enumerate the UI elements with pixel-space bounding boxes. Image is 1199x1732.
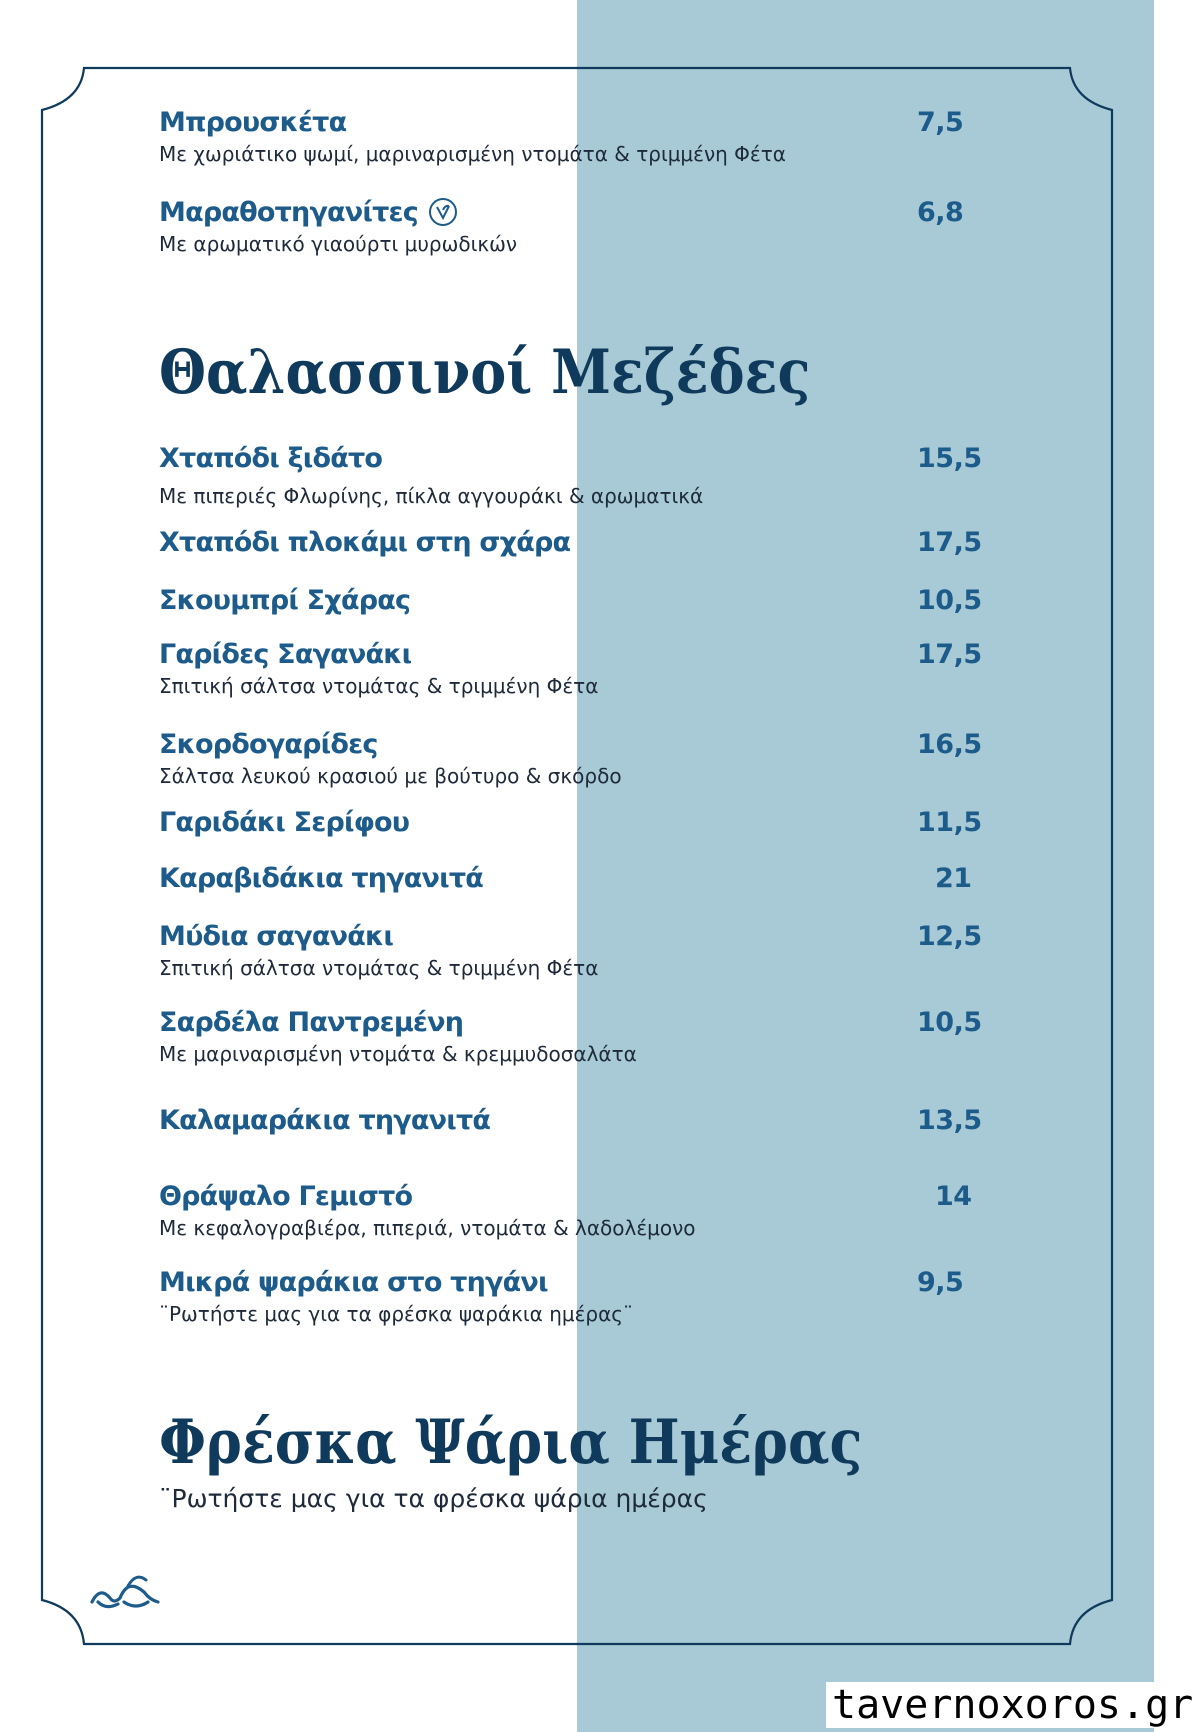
- menu-item: [159, 1006, 979, 1068]
- menu-item: [159, 806, 979, 840]
- section-title-seafood: Θαλασσινοί Μεζέδες: [159, 336, 811, 408]
- menu-item: [159, 1266, 979, 1328]
- item-price: 17,5: [917, 639, 982, 670]
- wave-logo-icon: [88, 1572, 160, 1612]
- menu-item-bruschetta: [159, 106, 979, 168]
- menu-item: [159, 442, 979, 510]
- item-price: 9,5: [917, 1267, 964, 1298]
- item-description: Σπιτική σάλτσα ντομάτας & τριμμένη Φέτα: [159, 956, 599, 980]
- item-name: Καλαμαράκια τηγανιτά: [159, 1105, 491, 1136]
- item-name: Μύδια σαγανάκι: [159, 921, 394, 952]
- item-description: Με κεφαλογραβιέρα, πιπεριά, ντομάτα & λαδολέμονο: [159, 1216, 696, 1240]
- menu-item: [159, 728, 979, 790]
- menu-item: [159, 1104, 979, 1138]
- menu-item-fennel-fritters: [159, 196, 979, 258]
- menu-item: [159, 920, 979, 982]
- item-description: Σάλτσα λευκού κρασιού με βούτυρο & σκόρδο: [159, 764, 622, 788]
- item-name: Χταπόδι πλοκάμι στη σχάρα: [159, 527, 571, 558]
- item-description: Με αρωματικό γιαούρτι μυρωδικών: [159, 232, 518, 256]
- section-title-fresh-fish: Φρέσκα Ψάρια Ημέρας: [159, 1406, 863, 1478]
- item-name: Μαραθοτηγανίτες: [159, 196, 979, 230]
- item-description: Με χωριάτικο ψωμί, μαριναρισμένη ντομάτα & τριμμένη Φέτα: [159, 142, 786, 166]
- item-price: 13,5: [917, 1105, 982, 1136]
- item-price: 16,5: [917, 729, 982, 760]
- item-price: 11,5: [917, 807, 982, 838]
- item-name: Γαριδάκι Σερίφου: [159, 807, 410, 838]
- item-name: Μικρά ψαράκια στο τηγάνι: [159, 1267, 548, 1298]
- item-price: 10,5: [917, 1007, 982, 1038]
- item-description: ¨Ρωτήστε μας για τα φρέσκα ψαράκια ημέρας¨: [159, 1302, 634, 1326]
- item-price: 15,5: [917, 443, 982, 474]
- item-description: Με μαριναρισμένη ντομάτα & κρεμμυδοσαλάτα: [159, 1042, 637, 1066]
- item-price: 12,5: [917, 921, 982, 952]
- menu-item: [159, 1180, 979, 1242]
- menu-item: [159, 584, 979, 618]
- vegetarian-icon: [428, 197, 458, 227]
- menu-item: [159, 526, 979, 560]
- item-name: Γαρίδες Σαγανάκι: [159, 639, 412, 670]
- item-price: 6,8: [917, 197, 964, 228]
- item-price: 10,5: [917, 585, 982, 616]
- item-price: 21: [935, 863, 972, 894]
- item-name: Σκουμπρί Σχάρας: [159, 585, 411, 616]
- fresh-fish-note: ¨Ρωτήστε μας για τα φρέσκα ψάρια ημέρας: [159, 1484, 708, 1513]
- item-price: 7,5: [917, 107, 964, 138]
- item-name: Χταπόδι ξιδάτο: [159, 443, 383, 474]
- item-name: Σκορδογαρίδες: [159, 729, 378, 760]
- menu-item: [159, 862, 979, 896]
- item-name: Σαρδέλα Παντρεμένη: [159, 1007, 464, 1038]
- item-price: 14: [935, 1181, 972, 1212]
- item-name: Μπρουσκέτα: [159, 107, 347, 138]
- item-name: Θράψαλο Γεμιστό: [159, 1181, 413, 1212]
- menu-item: [159, 638, 979, 700]
- item-description: Με πιπεριές Φλωρίνης, πίκλα αγγουράκι & αρωματικά: [159, 484, 704, 508]
- item-price: 17,5: [917, 527, 982, 558]
- item-description: Σπιτική σάλτσα ντομάτας & τριμμένη Φέτα: [159, 674, 599, 698]
- item-name: Καραβιδάκια τηγανιτά: [159, 863, 484, 894]
- site-watermark: tavernoxoros.gr: [826, 1682, 1199, 1728]
